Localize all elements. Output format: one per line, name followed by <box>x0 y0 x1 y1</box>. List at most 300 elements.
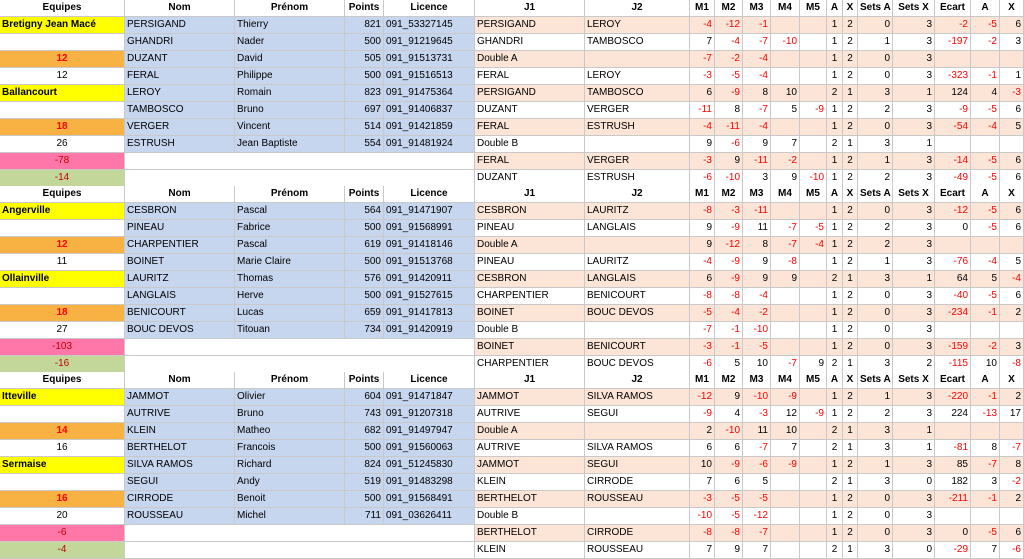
player-licence: 091_91516513 <box>384 68 475 85</box>
team-a-score: 12 <box>0 237 125 254</box>
ecart-a: -6 <box>0 525 125 542</box>
ecart: 124 <box>935 85 971 102</box>
set-m2: -4 <box>715 34 743 51</box>
set-m4 <box>771 491 800 508</box>
set-m2: -11 <box>715 119 743 136</box>
ecart: -159 <box>935 339 971 356</box>
match-block <box>0 186 1024 372</box>
ecart: -234 <box>935 305 971 322</box>
column-header: A <box>827 372 843 389</box>
column-header: M5 <box>800 0 827 17</box>
result-a: 1 <box>827 220 843 237</box>
result-x: 2 <box>843 288 858 305</box>
sets-x: 3 <box>893 491 935 508</box>
set-m4 <box>771 525 800 542</box>
set-m5 <box>800 34 827 51</box>
points-a: -1 <box>971 389 1000 406</box>
player-points: 505 <box>345 51 384 68</box>
points-a: -13 <box>971 406 1000 423</box>
match-j2: TAMBOSCO <box>585 85 690 102</box>
ecart <box>935 508 971 525</box>
empty-cell <box>0 406 125 423</box>
player-nom: KLEIN <box>125 423 235 440</box>
player-points: 619 <box>345 237 384 254</box>
points-a: -5 <box>971 17 1000 34</box>
set-m2: -10 <box>715 170 743 187</box>
result-a: 2 <box>827 136 843 153</box>
set-m2: -10 <box>715 423 743 440</box>
set-m5 <box>800 271 827 288</box>
set-m2: -5 <box>715 508 743 525</box>
team-x-total: 26 <box>0 136 125 153</box>
points-a: 7 <box>971 542 1000 559</box>
sets-x: 3 <box>893 34 935 51</box>
result-a: 1 <box>827 153 843 170</box>
points-a: -1 <box>971 491 1000 508</box>
result-a: 2 <box>827 542 843 559</box>
set-m5 <box>800 153 827 170</box>
sets-a: 3 <box>858 542 893 559</box>
player-prenom: Herve <box>235 288 345 305</box>
points-x: 2 <box>1000 305 1024 322</box>
column-header: Licence <box>384 0 475 17</box>
team-a-score: 12 <box>0 51 125 68</box>
player-nom: ESTRUSH <box>125 136 235 153</box>
match-j2: LAURITZ <box>585 254 690 271</box>
player-nom: DUZANT <box>125 51 235 68</box>
points-a: -5 <box>971 170 1000 187</box>
set-m1: -7 <box>690 322 715 339</box>
set-m5 <box>800 119 827 136</box>
set-m5 <box>800 85 827 102</box>
empty-cell <box>125 542 475 559</box>
set-m1: 7 <box>690 474 715 491</box>
match-j1: PERSIGAND <box>475 17 585 34</box>
set-m2: 8 <box>715 102 743 119</box>
result-x: 2 <box>843 220 858 237</box>
result-a: 1 <box>827 51 843 68</box>
match-j1: FERAL <box>475 68 585 85</box>
player-prenom: Thierry <box>235 17 345 34</box>
set-m3: 11 <box>743 220 771 237</box>
result-a: 1 <box>827 525 843 542</box>
points-x: 6 <box>1000 203 1024 220</box>
result-x: 1 <box>843 440 858 457</box>
set-m3: -4 <box>743 51 771 68</box>
set-m3: -7 <box>743 102 771 119</box>
player-licence: 091_91421859 <box>384 119 475 136</box>
player-prenom: Titouan <box>235 322 345 339</box>
player-prenom: Fabrice <box>235 220 345 237</box>
match-j1: PINEAU <box>475 220 585 237</box>
match-j1: KLEIN <box>475 474 585 491</box>
match-j2: CIRRODE <box>585 474 690 491</box>
set-m5 <box>800 525 827 542</box>
match-j1: Double B <box>475 136 585 153</box>
match-j2: LAURITZ <box>585 203 690 220</box>
column-header: X <box>843 186 858 203</box>
set-m4: -9 <box>771 457 800 474</box>
sets-a: 0 <box>858 322 893 339</box>
result-x: 2 <box>843 389 858 406</box>
sets-x: 3 <box>893 237 935 254</box>
set-m2: -9 <box>715 254 743 271</box>
set-m1: 9 <box>690 220 715 237</box>
points-a: 5 <box>971 271 1000 288</box>
set-m1: 6 <box>690 85 715 102</box>
column-header: M2 <box>715 0 743 17</box>
set-m5 <box>800 51 827 68</box>
column-header: Equipes <box>0 372 125 389</box>
sets-a: 3 <box>858 356 893 373</box>
sets-x: 2 <box>893 356 935 373</box>
empty-cell <box>0 220 125 237</box>
set-m2: 9 <box>715 153 743 170</box>
points-a <box>971 508 1000 525</box>
sets-x: 0 <box>893 542 935 559</box>
set-m3: -7 <box>743 525 771 542</box>
player-nom: BOUC DEVOS <box>125 322 235 339</box>
result-x: 2 <box>843 119 858 136</box>
match-j1: PINEAU <box>475 254 585 271</box>
column-header: Licence <box>384 372 475 389</box>
result-a: 1 <box>827 457 843 474</box>
player-licence: 091_91420911 <box>384 271 475 288</box>
set-m4 <box>771 322 800 339</box>
player-nom: LANGLAIS <box>125 288 235 305</box>
player-nom: CHARPENTIER <box>125 237 235 254</box>
column-header: Licence <box>384 186 475 203</box>
player-prenom: Nader <box>235 34 345 51</box>
column-header: M2 <box>715 186 743 203</box>
sets-a: 3 <box>858 136 893 153</box>
column-header: J1 <box>475 186 585 203</box>
team-x-name: Ballancourt <box>0 85 125 102</box>
sets-x: 0 <box>893 474 935 491</box>
set-m1: -7 <box>690 51 715 68</box>
sets-a: 3 <box>858 271 893 288</box>
result-x: 2 <box>843 525 858 542</box>
column-header: Equipes <box>0 0 125 17</box>
points-a: -5 <box>971 220 1000 237</box>
player-nom: GHANDRI <box>125 34 235 51</box>
set-m5: -9 <box>800 102 827 119</box>
player-points: 604 <box>345 389 384 406</box>
player-nom: BOINET <box>125 254 235 271</box>
column-header: Prénom <box>235 0 345 17</box>
points-x: 8 <box>1000 457 1024 474</box>
column-header: M5 <box>800 186 827 203</box>
set-m1: -11 <box>690 102 715 119</box>
points-x: 5 <box>1000 254 1024 271</box>
player-points: 500 <box>345 68 384 85</box>
column-header: Ecart <box>935 372 971 389</box>
sets-x: 3 <box>893 508 935 525</box>
sets-x: 1 <box>893 423 935 440</box>
player-licence: 091_51245830 <box>384 457 475 474</box>
set-m4 <box>771 203 800 220</box>
set-m4 <box>771 474 800 491</box>
result-x: 1 <box>843 542 858 559</box>
result-a: 1 <box>827 68 843 85</box>
set-m2: -3 <box>715 203 743 220</box>
ecart: 85 <box>935 457 971 474</box>
set-m2: -1 <box>715 322 743 339</box>
sets-x: 3 <box>893 389 935 406</box>
sets-a: 2 <box>858 220 893 237</box>
set-m5 <box>800 474 827 491</box>
sets-a: 3 <box>858 440 893 457</box>
points-a <box>971 322 1000 339</box>
set-m2: 6 <box>715 440 743 457</box>
column-header: Prénom <box>235 372 345 389</box>
match-j2 <box>585 237 690 254</box>
sets-a: 1 <box>858 34 893 51</box>
column-header: A <box>971 186 1000 203</box>
match-j1: FERAL <box>475 119 585 136</box>
column-header: Sets X <box>893 372 935 389</box>
ecart-x: -16 <box>0 356 125 373</box>
set-m4: 9 <box>771 170 800 187</box>
player-prenom: Jean Baptiste <box>235 136 345 153</box>
set-m3: -11 <box>743 153 771 170</box>
set-m5: -5 <box>800 220 827 237</box>
set-m2: -12 <box>715 17 743 34</box>
player-prenom: Philippe <box>235 68 345 85</box>
match-j2: LEROY <box>585 17 690 34</box>
ecart: -197 <box>935 34 971 51</box>
set-m1: 9 <box>690 136 715 153</box>
match-j2: ROUSSEAU <box>585 491 690 508</box>
result-a: 2 <box>827 271 843 288</box>
result-a: 1 <box>827 288 843 305</box>
sets-x: 3 <box>893 170 935 187</box>
set-m4 <box>771 288 800 305</box>
match-j2: ESTRUSH <box>585 170 690 187</box>
points-x: -3 <box>1000 85 1024 102</box>
ecart: -12 <box>935 203 971 220</box>
player-points: 500 <box>345 254 384 271</box>
set-m4 <box>771 339 800 356</box>
match-j1: FERAL <box>475 153 585 170</box>
result-x: 2 <box>843 34 858 51</box>
sets-x: 3 <box>893 119 935 136</box>
match-j1: Double B <box>475 322 585 339</box>
empty-cell <box>0 102 125 119</box>
match-j2: LEROY <box>585 68 690 85</box>
column-header: J2 <box>585 372 690 389</box>
set-m4: 7 <box>771 440 800 457</box>
player-points: 500 <box>345 220 384 237</box>
player-prenom: Olivier <box>235 389 345 406</box>
ecart: -211 <box>935 491 971 508</box>
set-m4 <box>771 51 800 68</box>
player-points: 500 <box>345 34 384 51</box>
player-nom: BERTHELOT <box>125 440 235 457</box>
player-prenom: Michel <box>235 508 345 525</box>
set-m3: -3 <box>743 406 771 423</box>
team-a-name: Itteville <box>0 389 125 406</box>
result-x: 2 <box>843 102 858 119</box>
set-m4: 10 <box>771 423 800 440</box>
ecart <box>935 423 971 440</box>
match-j2: TAMBOSCO <box>585 34 690 51</box>
column-header: M3 <box>743 0 771 17</box>
result-x: 2 <box>843 203 858 220</box>
match-j1: DUZANT <box>475 102 585 119</box>
sets-x: 1 <box>893 440 935 457</box>
set-m5 <box>800 542 827 559</box>
player-prenom: Vincent <box>235 119 345 136</box>
set-m5 <box>800 508 827 525</box>
match-j2: SEGUI <box>585 406 690 423</box>
player-prenom: Thomas <box>235 271 345 288</box>
result-x: 2 <box>843 170 858 187</box>
set-m1: -4 <box>690 254 715 271</box>
sets-x: 3 <box>893 51 935 68</box>
player-points: 564 <box>345 203 384 220</box>
sets-a: 2 <box>858 406 893 423</box>
match-j1: KLEIN <box>475 542 585 559</box>
set-m5 <box>800 322 827 339</box>
match-j2 <box>585 51 690 68</box>
column-header: Prénom <box>235 186 345 203</box>
column-header: M1 <box>690 186 715 203</box>
player-points: 500 <box>345 440 384 457</box>
match-block <box>0 372 1024 558</box>
set-m4 <box>771 542 800 559</box>
set-m4: -7 <box>771 237 800 254</box>
player-licence: 091_91420919 <box>384 322 475 339</box>
points-x: -4 <box>1000 271 1024 288</box>
player-nom: PINEAU <box>125 220 235 237</box>
result-a: 1 <box>827 237 843 254</box>
match-j1: CHARPENTIER <box>475 288 585 305</box>
set-m2: 6 <box>715 474 743 491</box>
result-a: 1 <box>827 491 843 508</box>
column-header: A <box>827 0 843 17</box>
result-a: 1 <box>827 119 843 136</box>
set-m5 <box>800 288 827 305</box>
match-j1: Double B <box>475 508 585 525</box>
set-m5 <box>800 68 827 85</box>
set-m1: 6 <box>690 440 715 457</box>
player-licence: 091_91513768 <box>384 254 475 271</box>
set-m5 <box>800 423 827 440</box>
points-a: -5 <box>971 525 1000 542</box>
column-header: M1 <box>690 372 715 389</box>
set-m5 <box>800 17 827 34</box>
player-licence: 091_91471907 <box>384 203 475 220</box>
column-header: Ecart <box>935 186 971 203</box>
ecart: -40 <box>935 288 971 305</box>
set-m5 <box>800 389 827 406</box>
points-x: 6 <box>1000 170 1024 187</box>
set-m3: -4 <box>743 68 771 85</box>
sets-a: 0 <box>858 339 893 356</box>
player-licence: 091_91219645 <box>384 34 475 51</box>
points-x: 6 <box>1000 525 1024 542</box>
points-x <box>1000 322 1024 339</box>
set-m3: 7 <box>743 542 771 559</box>
match-j1: BERTHELOT <box>475 525 585 542</box>
player-nom: PERSIGAND <box>125 17 235 34</box>
empty-cell <box>125 170 475 187</box>
player-prenom: Lucas <box>235 305 345 322</box>
sets-x: 3 <box>893 17 935 34</box>
player-points: 576 <box>345 271 384 288</box>
set-m1: -3 <box>690 339 715 356</box>
points-a: -7 <box>971 457 1000 474</box>
ecart: -54 <box>935 119 971 136</box>
set-m1: 2 <box>690 423 715 440</box>
column-header: A <box>971 0 1000 17</box>
player-nom: TAMBOSCO <box>125 102 235 119</box>
points-x <box>1000 508 1024 525</box>
result-x: 2 <box>843 508 858 525</box>
points-x: 17 <box>1000 406 1024 423</box>
match-j1: Double A <box>475 237 585 254</box>
column-header: A <box>827 186 843 203</box>
sets-a: 3 <box>858 85 893 102</box>
result-x: 1 <box>843 423 858 440</box>
points-x <box>1000 136 1024 153</box>
set-m5: -9 <box>800 406 827 423</box>
player-nom: ROUSSEAU <box>125 508 235 525</box>
ecart: 182 <box>935 474 971 491</box>
set-m1: 9 <box>690 237 715 254</box>
match-j1: JAMMOT <box>475 389 585 406</box>
player-prenom: Richard <box>235 457 345 474</box>
result-a: 1 <box>827 389 843 406</box>
points-x: 1 <box>1000 68 1024 85</box>
points-x: -2 <box>1000 474 1024 491</box>
set-m3: 9 <box>743 136 771 153</box>
team-a-name: Angerville <box>0 203 125 220</box>
set-m5 <box>800 440 827 457</box>
player-points: 682 <box>345 423 384 440</box>
set-m3: -6 <box>743 457 771 474</box>
sets-x: 3 <box>893 68 935 85</box>
set-m5 <box>800 136 827 153</box>
ecart: -9 <box>935 102 971 119</box>
sets-x: 3 <box>893 153 935 170</box>
player-licence: 091_03626411 <box>384 508 475 525</box>
set-m3: 9 <box>743 254 771 271</box>
set-m1: -4 <box>690 17 715 34</box>
match-j2: SILVA RAMOS <box>585 440 690 457</box>
match-j1: CHARPENTIER <box>475 356 585 373</box>
ecart: 224 <box>935 406 971 423</box>
set-m5 <box>800 305 827 322</box>
set-m3: -7 <box>743 440 771 457</box>
ecart: -14 <box>935 153 971 170</box>
sets-a: 2 <box>858 102 893 119</box>
empty-cell <box>0 288 125 305</box>
set-m4: -9 <box>771 389 800 406</box>
team-x-score: 18 <box>0 305 125 322</box>
sets-a: 1 <box>858 153 893 170</box>
player-points: 500 <box>345 288 384 305</box>
set-m1: -8 <box>690 203 715 220</box>
ecart-x: -14 <box>0 170 125 187</box>
match-j1: GHANDRI <box>475 34 585 51</box>
player-prenom: Pascal <box>235 237 345 254</box>
ecart <box>935 51 971 68</box>
set-m1: -6 <box>690 356 715 373</box>
player-licence: 091_91471847 <box>384 389 475 406</box>
set-m1: -3 <box>690 153 715 170</box>
